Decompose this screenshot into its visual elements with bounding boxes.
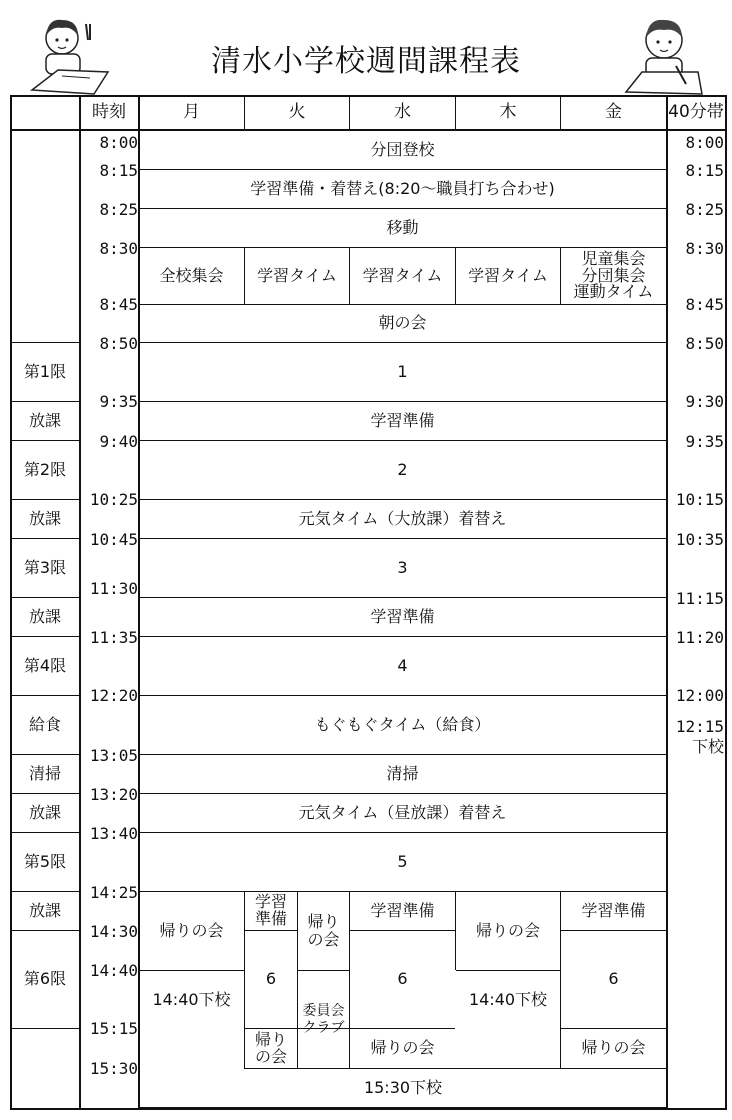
- student-left-illustration: [28, 10, 114, 96]
- row-clean: 清掃: [386, 763, 419, 783]
- time-left: 14:25: [89, 883, 138, 902]
- time-left: 13:05: [89, 746, 138, 765]
- time-right: 8:25: [685, 200, 724, 219]
- tue-iinkai-club: 委員会 クラブ: [302, 1002, 345, 1036]
- mon-geko: 14:40下校: [152, 989, 231, 1009]
- row-period-1: 1: [397, 361, 408, 381]
- time-left: 8:30: [99, 239, 138, 258]
- time-left: 8:00: [99, 133, 138, 152]
- time-left: 13:40: [89, 824, 138, 843]
- row-asa: 朝の会: [378, 313, 427, 333]
- time-left: 8:45: [99, 295, 138, 314]
- time-right: 8:45: [685, 295, 724, 314]
- time-left: 9:40: [99, 432, 138, 451]
- period-label-6: 第6限: [23, 969, 67, 989]
- grid-line: [10, 1028, 79, 1029]
- row-period-3: 3: [397, 557, 408, 577]
- time-right: 8:00: [685, 133, 724, 152]
- grid-line: [725, 95, 727, 1110]
- period-label-clean: 清掃: [28, 763, 61, 783]
- time-right: 8:15: [685, 161, 724, 180]
- time-left: 13:20: [89, 785, 138, 804]
- period-label-break2: 放課: [28, 508, 61, 528]
- time-right: 11:15: [675, 589, 724, 608]
- header-alt: 40分帯: [668, 102, 724, 123]
- row-break-4: 元気タイム（昼放課）着替え: [298, 802, 507, 822]
- header-fri: 金: [605, 102, 622, 123]
- thu-geko: 14:40下校: [468, 989, 548, 1009]
- period-label-2: 第2限: [23, 459, 67, 479]
- time-left: 14:40: [89, 961, 138, 980]
- time-left: 10:45: [89, 530, 138, 549]
- tue-junbi: 学習 準備: [254, 892, 287, 928]
- wed-period-6: 6: [397, 969, 408, 989]
- mon-kaeri: 帰りの会: [159, 920, 224, 940]
- page-title: 清水小学校週間課程表: [211, 44, 521, 79]
- time-right: 8:30: [685, 239, 724, 258]
- row-period-2: 2: [397, 459, 408, 479]
- time-right: 10:35: [675, 530, 724, 549]
- row-period-5: 5: [397, 851, 408, 871]
- time-left: 14:30: [89, 922, 138, 941]
- row-break-1: 学習準備: [370, 410, 435, 430]
- wed-junbi: 学習準備: [370, 900, 435, 920]
- period-label-lunch: 給食: [28, 714, 61, 734]
- time-left: 8:25: [99, 200, 138, 219]
- grid-line: [10, 1108, 726, 1110]
- student-right-illustration: [620, 10, 706, 96]
- tue-kaeri: 帰り の会: [254, 1029, 287, 1066]
- fri-morning-activities: 児童集会 分団集会 運動タイム: [573, 248, 654, 302]
- period-label-5: 第5限: [23, 851, 67, 871]
- header-wed: 水: [394, 102, 411, 123]
- time-right: 12:00: [675, 686, 724, 705]
- time-left: 11:35: [89, 628, 138, 647]
- header-tue: 火: [288, 102, 306, 123]
- final-geko: 15:30下校: [363, 1077, 443, 1097]
- time-left: 15:15: [89, 1019, 138, 1038]
- time-left: 11:30: [89, 579, 138, 598]
- row-break-3: 学習準備: [370, 606, 435, 626]
- time-left: 12:20: [89, 686, 138, 705]
- mon-zenko: 全校集会: [159, 265, 224, 285]
- period-label-break3: 放課: [28, 606, 61, 626]
- period-label-break5: 放課: [28, 900, 61, 920]
- row-lunch: もぐもぐタイム（給食）: [314, 714, 491, 734]
- header-time: 時刻: [92, 102, 126, 123]
- period-label-break1: 放課: [28, 410, 61, 430]
- time-right: 10:15: [675, 490, 724, 509]
- time-right: 8:50: [685, 334, 724, 353]
- tue-period-6: 6: [265, 969, 277, 989]
- period-label-4: 第4限: [23, 655, 67, 675]
- period-label-break4: 放課: [28, 802, 61, 822]
- time-left: 8:50: [99, 334, 138, 353]
- row-ido: 移動: [386, 217, 419, 237]
- time-left: 10:25: [89, 490, 138, 509]
- time-right: 11:20: [675, 628, 724, 647]
- time-left: 8:15: [99, 161, 138, 180]
- fri-period-6: 6: [608, 969, 619, 989]
- row-junbi: 学習準備・着替え(8:20〜職員打ち合わせ): [250, 178, 555, 198]
- time-right: 12:15: [675, 717, 724, 736]
- time-right-dismissal: 下校: [691, 737, 724, 756]
- tue-gakushu-time: 学習タイム: [257, 265, 337, 285]
- row-break-2: 元気タイム（大放課）着替え: [298, 508, 507, 528]
- row-bundan: 分団登校: [370, 139, 435, 159]
- row-period-4: 4: [397, 655, 408, 675]
- fri-kaeri: 帰りの会: [581, 1038, 646, 1058]
- header-mon: 月: [183, 102, 200, 123]
- thu-kaeri: 帰りの会: [475, 920, 540, 940]
- header-thu: 木: [499, 102, 517, 123]
- period-label-3: 第3限: [23, 557, 67, 577]
- period-label-1: 第1限: [23, 361, 67, 381]
- time-left: 15:30: [89, 1059, 138, 1078]
- thu-gakushu-time: 学習タイム: [468, 265, 548, 285]
- wed-kaeri: 帰りの会: [370, 1038, 435, 1058]
- time-right: 9:35: [685, 432, 724, 451]
- wed-gakushu-time: 学習タイム: [362, 265, 443, 285]
- time-right: 9:30: [685, 392, 724, 411]
- tue-kaeri-b: 帰り の会: [307, 912, 340, 949]
- fri-junbi: 学習準備: [581, 900, 646, 920]
- grid-line: [666, 95, 668, 1110]
- time-left: 9:35: [99, 392, 138, 411]
